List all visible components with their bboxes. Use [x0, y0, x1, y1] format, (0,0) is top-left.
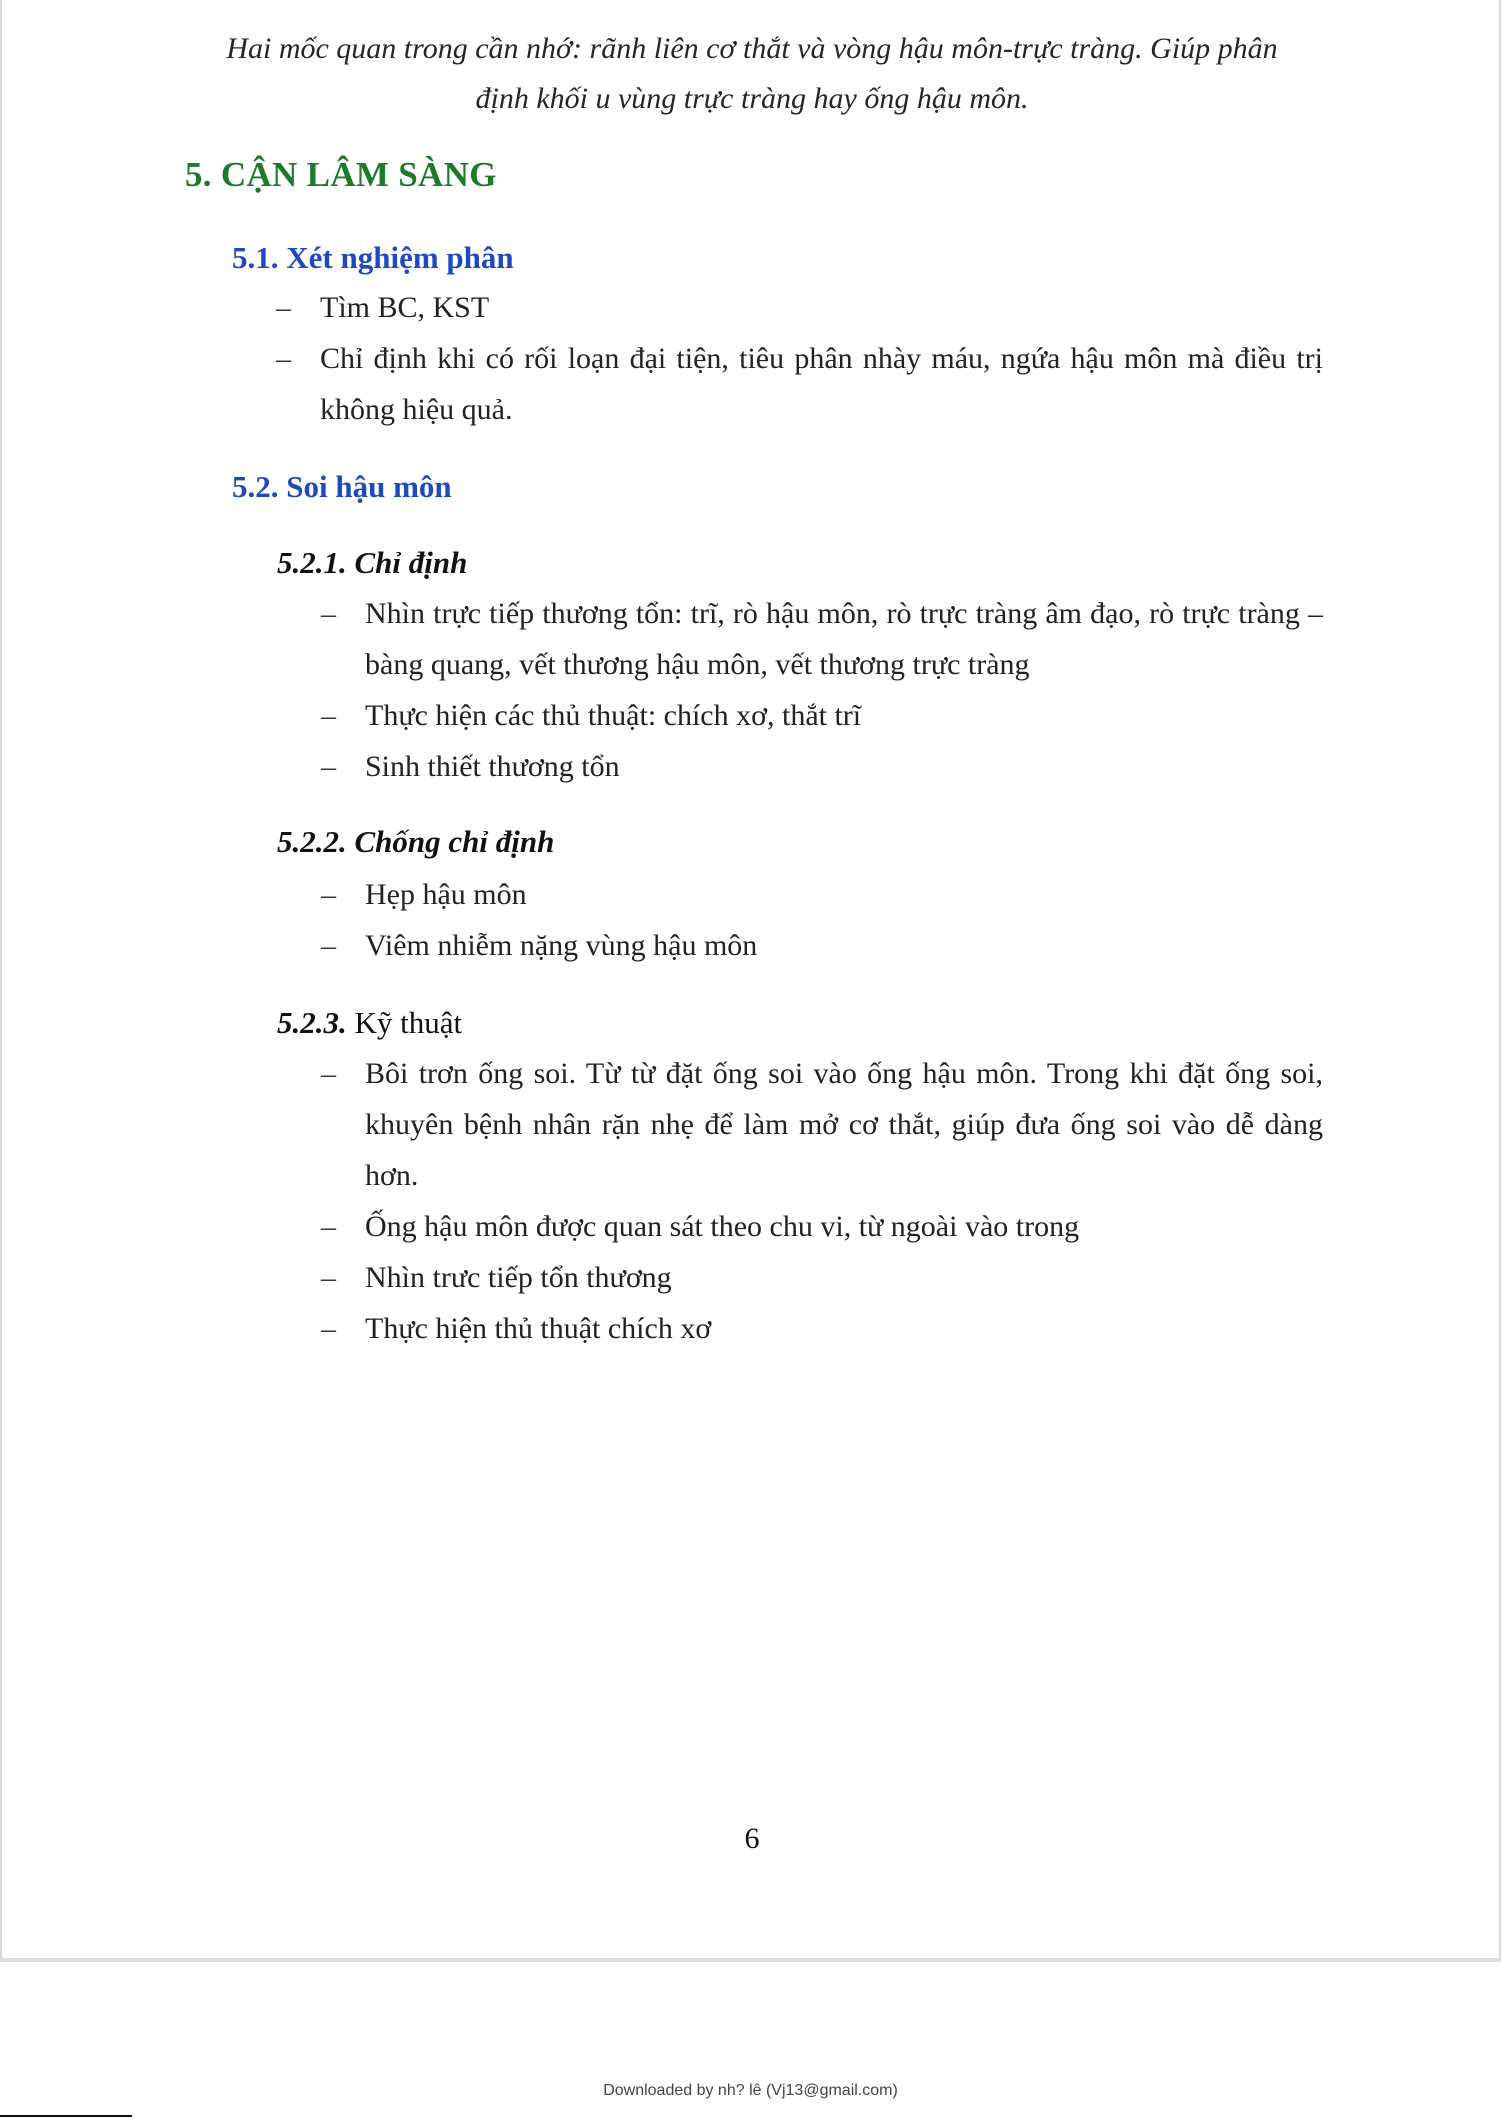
section-5-2-1-list — [321, 588, 1323, 792]
download-note: Downloaded by nh? lê (Vj13@gmail.com) — [603, 2082, 898, 2099]
next-page-edge — [0, 2115, 132, 2117]
list-item: – Thực hiện thủ thuật chích xơ — [365, 1303, 1323, 1354]
intro-line-1: Hai mốc quan trong cần nhớ: rãnh liên cơ thắt và vòng hậu môn-trực tràng. Giúp phân — [226, 32, 1278, 65]
list-item: – Tìm BC, KST — [320, 282, 1323, 333]
section-5-2-1-heading — [277, 545, 467, 581]
section-5-1-heading: 5.1. Xét nghiệm phân — [232, 240, 514, 275]
bullet-dash: – — [321, 597, 336, 630]
section-5-heading: 5. CẬN LÂM SÀNG — [185, 155, 497, 194]
intro-paragraph — [152, 24, 1352, 124]
list-item: – Nhìn trực tiếp thương tổn: trĩ, rò hậu môn, rò trực tràng âm đạo, rò trực tràng – bàng quang, vết thương hậu môn, vết thương trực tràng — [365, 588, 1323, 690]
heading-title: Kỹ thuật — [354, 1005, 463, 1040]
bullet-dash: – — [321, 929, 336, 962]
list-item: – Viêm nhiễm nặng vùng hậu môn — [365, 920, 1323, 971]
list-item: – Nhìn trưc tiếp tổn thương — [365, 1252, 1323, 1303]
bullet-dash: – — [276, 342, 291, 375]
section-5-2-heading: 5.2. Soi hậu môn — [232, 469, 452, 504]
bullet-dash: – — [321, 1312, 336, 1345]
section-5-2-2-list — [321, 869, 1323, 971]
list-item: – Thực hiện các thủ thuật: chích xơ, thắt trĩ — [365, 690, 1323, 741]
list-item: – Bôi trơn ống soi. Từ từ đặt ống soi vào ống hậu môn. Trong khi đặt ống soi, khuyên bệnh nhân rặn nhẹ để làm mở cơ thắt, giúp đưa ống soi vào dễ dàng hơn. — [365, 1048, 1323, 1201]
list-item: – Sinh thiết thương tổn — [365, 741, 1323, 792]
bullet-dash: – — [321, 699, 336, 732]
heading-number: 5.2.1. — [277, 545, 347, 580]
section-5-2-2-heading — [277, 824, 554, 860]
bullet-dash: – — [321, 1261, 336, 1294]
bullet-dash: – — [276, 291, 291, 324]
heading-number: 5.2.2. — [277, 824, 347, 859]
section-5-2-3-heading — [277, 1005, 462, 1041]
list-item: – Chỉ định khi có rối loạn đại tiện, tiêu phân nhày máu, ngứa hậu môn mà điều trị không hiệu quả. — [320, 333, 1323, 435]
intro-line-2: định khối u vùng trực tràng hay ống hậu môn. — [475, 82, 1029, 115]
heading-title: Chống chỉ định — [354, 824, 555, 859]
section-5-2-3-list — [321, 1048, 1323, 1354]
section-5-1-list — [276, 282, 1323, 435]
page-number: 6 — [744, 1822, 760, 1855]
bullet-dash: – — [321, 1057, 336, 1090]
list-item: – Ống hậu môn được quan sát theo chu vi, từ ngoài vào trong — [365, 1201, 1323, 1252]
bullet-dash: – — [321, 878, 336, 911]
list-item: – Hẹp hậu môn — [365, 869, 1323, 920]
heading-title: Chỉ định — [354, 545, 468, 580]
heading-number: 5.2.3. — [277, 1005, 347, 1040]
bullet-dash: – — [321, 750, 336, 783]
bullet-dash: – — [321, 1210, 336, 1243]
